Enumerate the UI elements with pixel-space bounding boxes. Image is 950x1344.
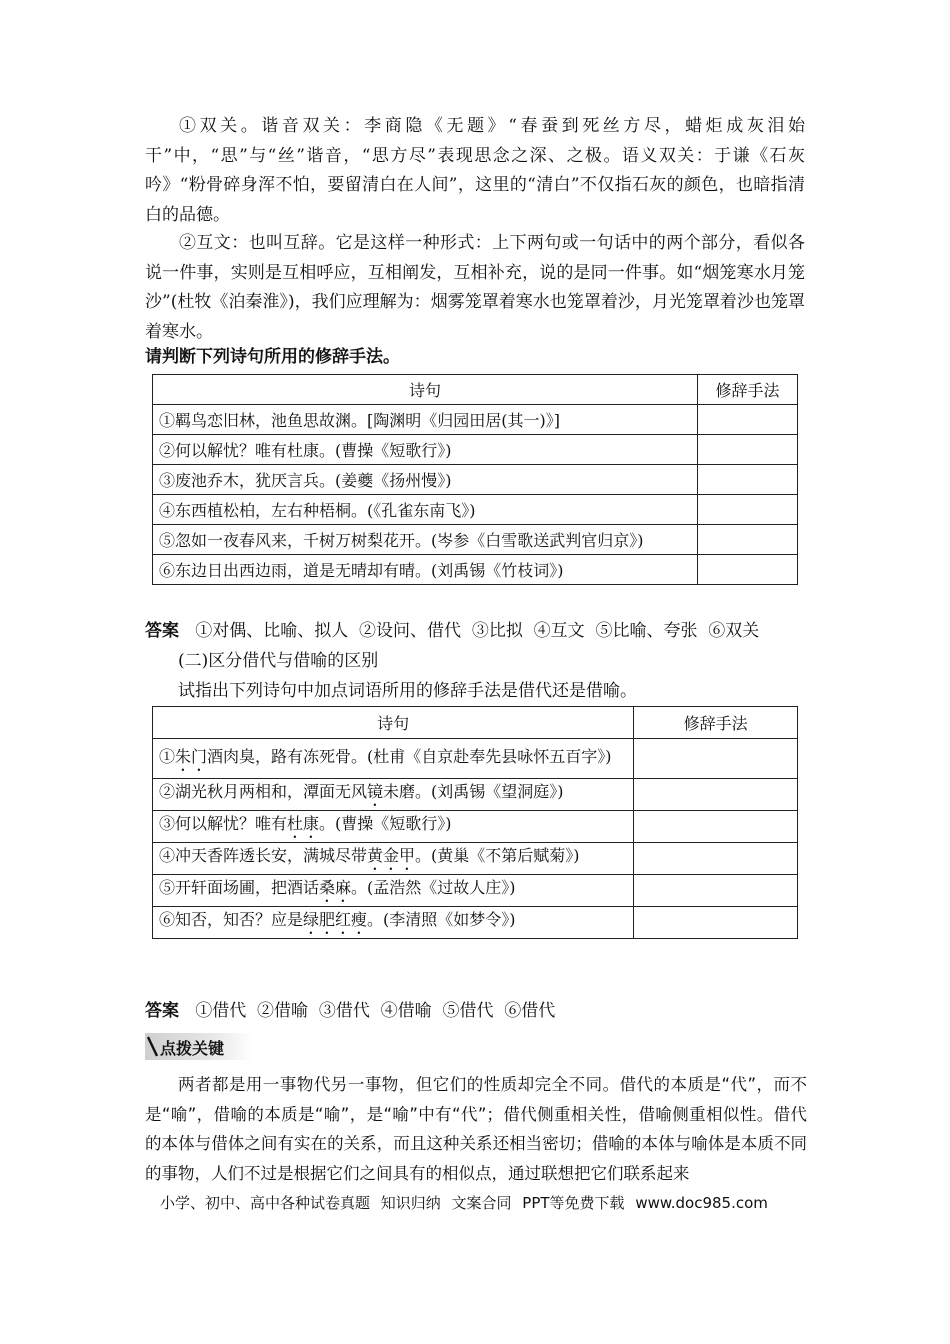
poem-cell: ⑥知否，知否？应是绿肥红瘦。(李清照《如梦令》) — [153, 907, 634, 939]
dotted-word: 镜 — [367, 782, 384, 801]
table-row — [153, 875, 798, 907]
answer-cell[interactable] — [634, 779, 798, 811]
poem-cell: ①朱门酒肉臭，路有冻死骨。(杜甫《自京赴奉先县咏怀五百字》) — [153, 739, 634, 779]
table-row — [153, 525, 798, 555]
header-poem: 诗句 — [153, 375, 698, 405]
poem-cell: ⑥东边日出西边雨，道是无晴却有晴。(刘禹锡《竹枝词》) — [153, 555, 698, 585]
answer-label: 答案 — [145, 1001, 179, 1021]
dotted-word: 朱门 — [175, 747, 208, 766]
table-row — [153, 555, 798, 585]
paragraph-pun: ①双关。谐音双关：李商隐《无题》“春蚕到死丝方尽，蜡炬成灰泪始干”中，“思”与“丝”谐音，“思方尽”表现思念之深、之极。语义双关：于谦《石灰吟》“粉骨碎身浑不怕，要留清白在人间”，这里的“清白”不仅指石灰的颜色，也暗指清白的品德。 — [145, 116, 805, 225]
poem-cell: ④冲天香阵透长安，满城尽带黄金甲。(黄巢《不第后赋菊》) — [153, 843, 634, 875]
dotted-word: 绿肥红瘦 — [303, 910, 368, 929]
dotted-word: 杜康 — [287, 814, 320, 833]
poem-cell: ②何以解忧？唯有杜康。(曹操《短歌行》) — [153, 435, 698, 465]
answer-cell[interactable] — [698, 495, 798, 525]
poem-cell: ④东西植松柏，左右种梧桐。(《孔雀东南飞》) — [153, 495, 698, 525]
table-row — [153, 495, 798, 525]
answer-cell[interactable] — [634, 811, 798, 843]
answer-cell[interactable] — [698, 555, 798, 585]
key-point-label: 点拨关键 — [160, 1039, 225, 1058]
answer-text: ①对偶、比喻、拟人 ②设问、借代 ③比拟 ④互文 ⑤比喻、夸张 ⑥双关 — [195, 621, 760, 641]
answer-1 — [145, 620, 759, 642]
table-row — [153, 465, 798, 495]
dotted-word: 桑麻 — [319, 878, 352, 897]
answer-2 — [145, 1000, 555, 1022]
key-point-tag — [145, 1033, 253, 1060]
table-row — [153, 811, 798, 843]
rhetoric-table-2 — [152, 706, 798, 939]
answer-cell[interactable] — [698, 405, 798, 435]
answer-cell[interactable] — [698, 525, 798, 555]
header-poem: 诗句 — [153, 707, 634, 739]
paragraph-huwen: ②互文：也叫互辞。它是这样一种形式：上下两句或一句话中的两个部分，看似各说一件事，实则是互相呼应，互相阐发，互相补充，说的是同一件事。如“烟笼寒水月笼沙”(杜牧《泊秦淮》)，我们应理解为：烟雾笼罩着寒水也笼罩着沙，月光笼罩着沙也笼罩着寒水。 — [145, 233, 805, 342]
answer-text: ①借代 ②借喻 ③借代 ④借喻 ⑤借代 ⑥借代 — [195, 1001, 556, 1021]
dotted-word: 黄金甲 — [367, 846, 416, 865]
table-row — [153, 405, 798, 435]
poem-cell: ③废池乔木，犹厌言兵。(姜夔《扬州慢》) — [153, 465, 698, 495]
poem-cell: ⑤开轩面场圃，把酒话桑麻。(孟浩然《过故人庄》) — [153, 875, 634, 907]
poem-cell: ①羁鸟恋旧林，池鱼思故渊。[陶渊明《归园田居(其一)》] — [153, 405, 698, 435]
rhetoric-table-1 — [152, 374, 798, 585]
answer-cell[interactable] — [698, 465, 798, 495]
answer-cell[interactable] — [634, 875, 798, 907]
answer-cell[interactable] — [698, 435, 798, 465]
answer-cell[interactable] — [634, 739, 798, 779]
header-technique: 修辞手法 — [634, 707, 798, 739]
table-row — [153, 907, 798, 939]
table-header-row — [153, 707, 798, 739]
poem-cell: ③何以解忧？唯有杜康。(曹操《短歌行》) — [153, 811, 634, 843]
answer-cell[interactable] — [634, 843, 798, 875]
header-technique: 修辞手法 — [698, 375, 798, 405]
answer-cell[interactable] — [634, 907, 798, 939]
slash-decoration-icon — [145, 1033, 161, 1060]
table-row — [153, 779, 798, 811]
table-header-row — [153, 375, 798, 405]
table-row — [153, 739, 798, 779]
footer-ad: 小学、初中、高中各种试卷真题 知识归纳 文案合同 PPT等免费下载 www.doc985.com — [160, 1194, 768, 1212]
section2-heading: (二)区分借代与借喻的区别 — [178, 651, 379, 671]
table-row — [153, 435, 798, 465]
poem-cell: ②湖光秋月两相和，潭面无风镜未磨。(刘禹锡《望洞庭》) — [153, 779, 634, 811]
section1-prompt: 请判断下列诗句所用的修辞手法。 — [145, 347, 400, 367]
poem-cell: ⑤忽如一夜春风来，千树万树梨花开。(岑参《白雪歌送武判官归京》) — [153, 525, 698, 555]
answer-label: 答案 — [145, 621, 179, 641]
section2-prompt: 试指出下列诗句中加点词语所用的修辞手法是借代还是借喻。 — [178, 681, 637, 701]
table-row — [153, 843, 798, 875]
key-point-text: 两者都是用一事物代另一事物，但它们的性质却完全不同。借代的本质是“代”，而不是“喻”，借喻的本质是“喻”，是“喻”中有“代”；借代侧重相关性，借喻侧重相似性。借代的本体与借体之间有实在的关系，而且这种关系还相当密切；借喻的本体与喻体是本质不同的事物，人们不过是根据它们之间具有的相似点，通过联想把它们联系起来 — [145, 1075, 807, 1183]
